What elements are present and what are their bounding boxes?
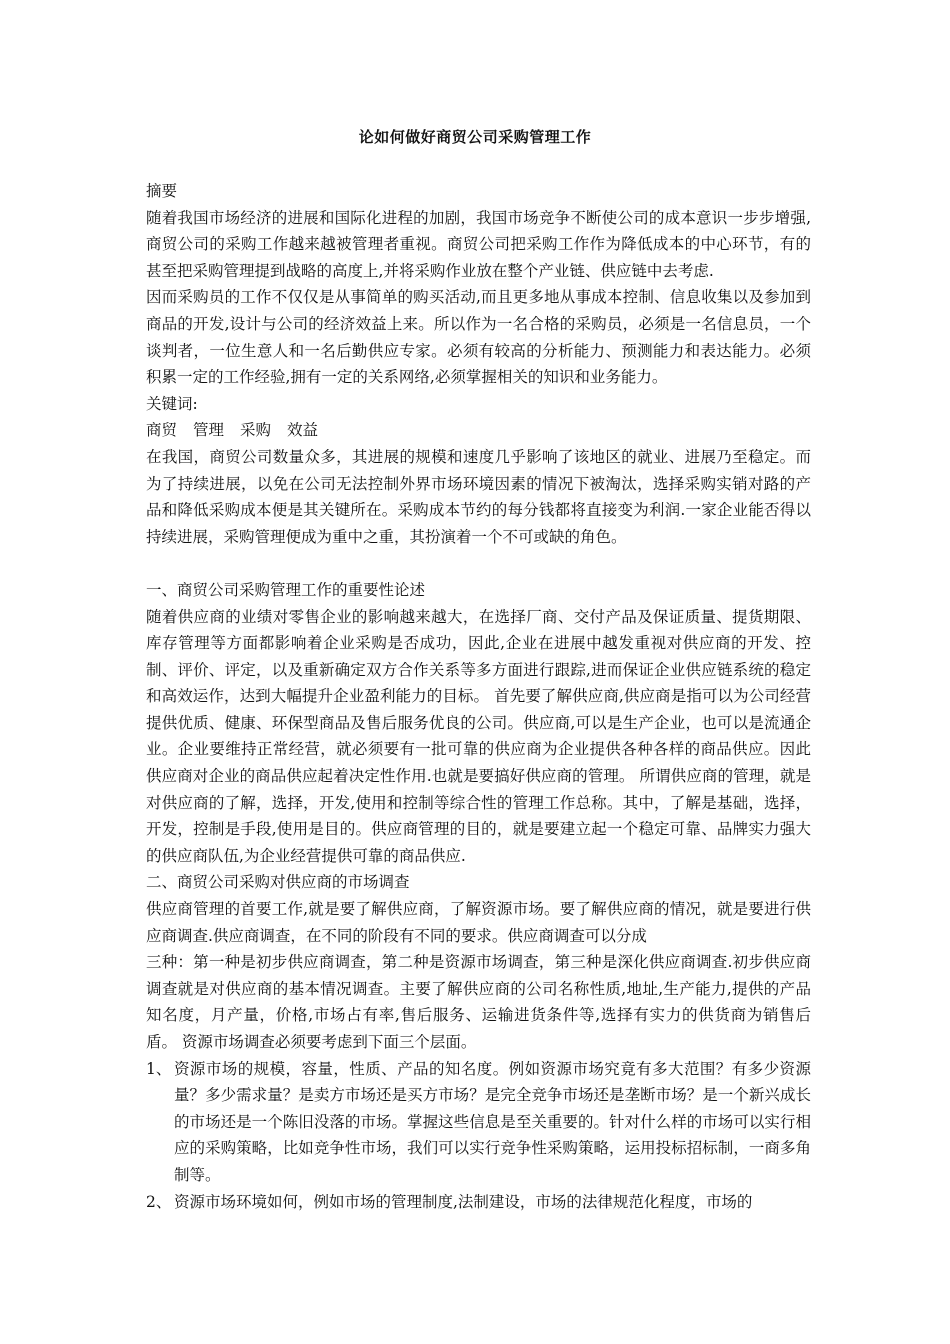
list-item-number: 1、 [146,1059,172,1078]
list-item [146,1189,811,1216]
section-2-paragraph-1: 供应商管理的首要工作,就是要了解供应商，了解资源市场。要了解供应商的情况，就是要进行供应商调查.供应商调查，在不同的阶段有不同的要求。供应商调查可以分成 [146,900,811,945]
blank-line [146,550,811,577]
section-2-paragraph-2: 三种：第一种是初步供应商调查，第二种是资源市场调查，第三种是深化供应商调查.初步供应商调查就是对供应商的基本情况调查。主要了解供应商的公司名称性质,地址,生产能力,提供的产品知名度，月产量，价格,市场占有率,售后服务、运输进货条件等,选择有实力的供货商为销售后盾。 资源市场调查必须要考虑到下面三个层面。 [146,953,811,1051]
abstract-paragraph-1: 随着我国市场经济的进展和国际化进程的加剧，我国市场竞争不断使公司的成本意识一步步增强,商贸公司的采购工作越来越被管理者重视。商贸公司把采购工作作为降低成本的中心环节，有的甚至把采购管理提到战略的高度上,并将采购作业放在整个产业链、供应链中去考虑. [146,208,811,280]
abstract-paragraph-2: 因而采购员的工作不仅仅是从事简单的购买活动,而且更多地从事成本控制、信息收集以及参加到商品的开发,设计与公司的经济效益上来。所以作为一名合格的采购员，必须是一名信息员，一个谈判者，一位生意人和一名后勤供应专家。必须有较高的分析能力、预测能力和表达能力。必须积累一定的工作经验,拥有一定的关系网络,必须掌握相关的知识和业务能力。 [146,288,811,387]
keyword: 采购 [240,421,272,440]
keywords-heading: 关键词: [146,394,198,413]
document-title: 论如何做好商贸公司采购管理工作 [358,128,592,146]
keyword: 管理 [193,421,225,440]
keyword: 商贸 [146,421,178,440]
section-1-heading: 一、商贸公司采购管理工作的重要性论述 [146,580,426,599]
list-item-number: 2、 [146,1192,172,1211]
abstract-heading: 摘要 [146,182,178,200]
intro-paragraph: 在我国，商贸公司数量众多，其进展的规模和速度几乎影响了该地区的就业、进展乃至稳定。而为了持续进展，以免在公司无法控制外界市场环境因素的情况下被淘汰，选择采购实销对路的产品和降低采购成本便是其关键所在。采购成本节约的每分钱都将直接变为利润.一家企业能否得以持续进展，采购管理便成为重中之重，其扮演着一个不可或缺的角色。 [146,447,811,546]
list-item-text: 资源市场环境如何，例如市场的管理制度,法制建设，市场的法律规范化程度，市场的 [174,1192,753,1211]
keyword: 效益 [287,421,319,440]
keywords-list [146,417,811,444]
section-2-heading: 二、商贸公司采购对供应商的市场调查 [146,873,410,892]
section-1-paragraph: 随着供应商的业绩对零售企业的影响越来越大，在选择厂商、交付产品及保证质量、提货期限、库存管理等方面都影响着企业采购是否成功，因此,企业在进展中越发重视对供应商的开发、控制、评价、评定，以及重新确定双方合作关系等多方面进行跟踪,进而保证企业供应链系统的稳定和高效运作，达到大幅提升企业盈利能力的目标。 首先要了解供应商,供应商是指可以为公司经营提供优质、健康、环保型商品及售后服务优良的公司。供应商,可以是生产企业，也可以是流通企业。企业要维持正常经营，就必须要有一批可靠的供应商为企业提供各种各样的商品供应。因此供应商对企业的商品供应起着决定性作用.也就是要搞好供应商的管理。 所谓供应商的管理，就是对供应商的了解，选择，开发,使用和控制等综合性的管理工作总称。其中，了解是基础，选择，开发，控制是手段,使用是目的。供应商管理的目的，就是要建立起一个稳定可靠、品牌实力强大的供应商队伍,为企业经营提供可靠的商品供应. [146,607,811,865]
list-item [146,1056,811,1189]
document-body [146,178,811,1215]
list-item-text: 资源市场的规模，容量，性质、产品的知名度。例如资源市场究竟有多大范围？有多少资源量？多少需求量？是卖方市场还是买方市场？是完全竞争市场还是垄断市场？是一个新兴成长的市场还是一个陈旧没落的市场。掌握这些信息是至关重要的。针对什么样的市场可以实行相应的采购策略，比如竞争性市场，我们可以实行竞争性采购策略，运用投标招标制，一商多角制等。 [174,1059,811,1184]
